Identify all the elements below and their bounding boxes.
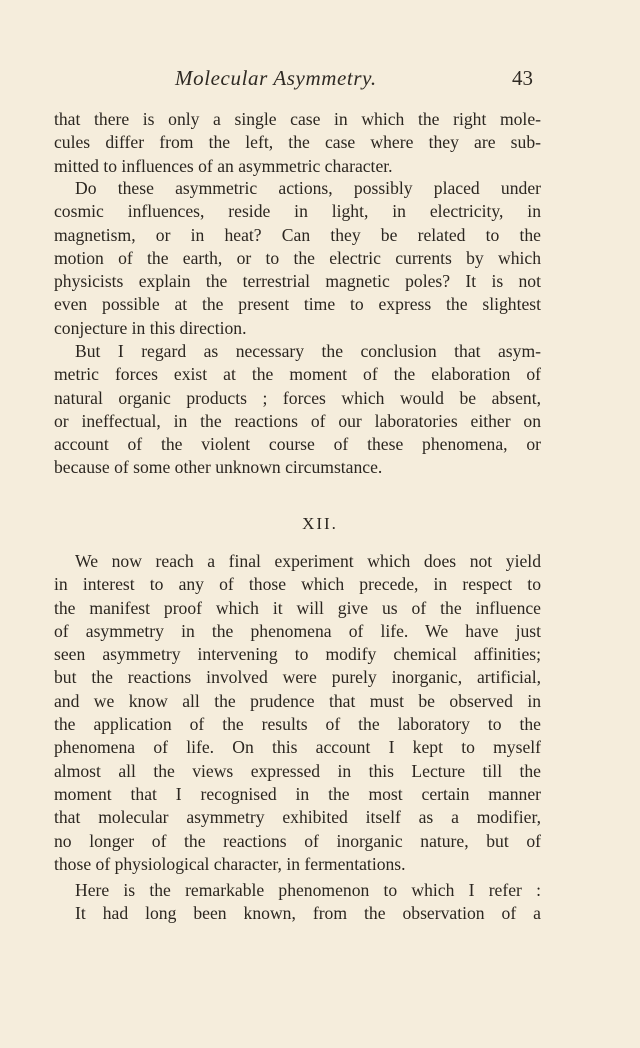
text-line: mitted to influences of an asymmetric character. <box>54 155 393 176</box>
text-line: cosmic influences, reside in light, in electricity, in <box>54 201 541 222</box>
text-line: motion of the earth, or to the electric currents by which <box>54 247 541 268</box>
text-line: Do these asymmetric actions, possibly placed under <box>75 178 541 198</box>
text-line: the application of the results of the laboratory to the <box>54 714 541 735</box>
text-line: almost all the views expressed in this Lecture till the <box>54 760 541 781</box>
text-line: But I regard as necessary the conclusion that asym- <box>75 341 541 361</box>
text-line: in interest to any of those which precede, in respect to <box>54 574 541 595</box>
paragraph-continuation <box>54 108 541 178</box>
text-line: seen asymmetry intervening to modify chemical affinities; <box>54 644 541 665</box>
paragraph-asymmetric-forces <box>54 340 541 480</box>
text-line: even possible at the present time to express the slightest <box>54 294 541 315</box>
text-line: Here is the remarkable phenomenon to which I refer : <box>75 880 541 900</box>
text-line: and we know all the prudence that must be observed in <box>54 690 541 711</box>
text-line: no longer of the reactions of inorganic nature, but of <box>54 830 541 851</box>
text-line: because of some other unknown circumstance. <box>54 457 383 478</box>
text-line: cules differ from the left, the case where they are sub- <box>54 132 541 153</box>
paragraph-asymmetric-actions <box>54 177 541 340</box>
text-line: that there is only a single case in which the right mole- <box>54 109 541 129</box>
text-line: natural organic products ; forces which would be absent, <box>54 387 541 408</box>
text-line: those of physiological character, in fermentations. <box>54 853 406 874</box>
text-line: the manifest proof which it will give us of the influence <box>54 597 541 618</box>
text-line: conjecture in this direction. <box>54 317 247 338</box>
text-line: We now reach a final experiment which does not yield <box>75 551 541 571</box>
text-line: that molecular asymmetry exhibited itself as a modifier, <box>54 807 541 828</box>
text-line: physicists explain the terrestrial magnetic poles? It is not <box>54 271 541 292</box>
text-line: or ineffectual, in the reactions of our laboratories either on <box>54 410 541 431</box>
text-line: of asymmetry in the phenomena of life. We have just <box>54 620 541 641</box>
paragraph-phenomenon <box>54 879 541 902</box>
text-line: metric forces exist at the moment of the elaboration of <box>54 364 541 385</box>
text-line: moment that I recognised in the most certain manner <box>54 783 541 804</box>
running-title: Molecular Asymmetry. <box>175 66 377 90</box>
page-header <box>0 66 640 94</box>
paragraph-final-experiment <box>54 550 541 876</box>
text-line: magnetism, or in heat? Can they be related to the <box>54 224 541 245</box>
page-number: 43 <box>512 66 533 90</box>
text-line: It had long been known, from the observation of a <box>75 903 541 923</box>
text-line: account of the violent course of these phenomena, or <box>54 434 541 455</box>
paragraph-observation <box>54 902 541 925</box>
text-line: phenomena of life. On this account I kept to myself <box>54 737 541 758</box>
text-line: but the reactions involved were purely inorganic, artificial, <box>54 667 541 688</box>
section-heading: XII. <box>302 514 338 533</box>
